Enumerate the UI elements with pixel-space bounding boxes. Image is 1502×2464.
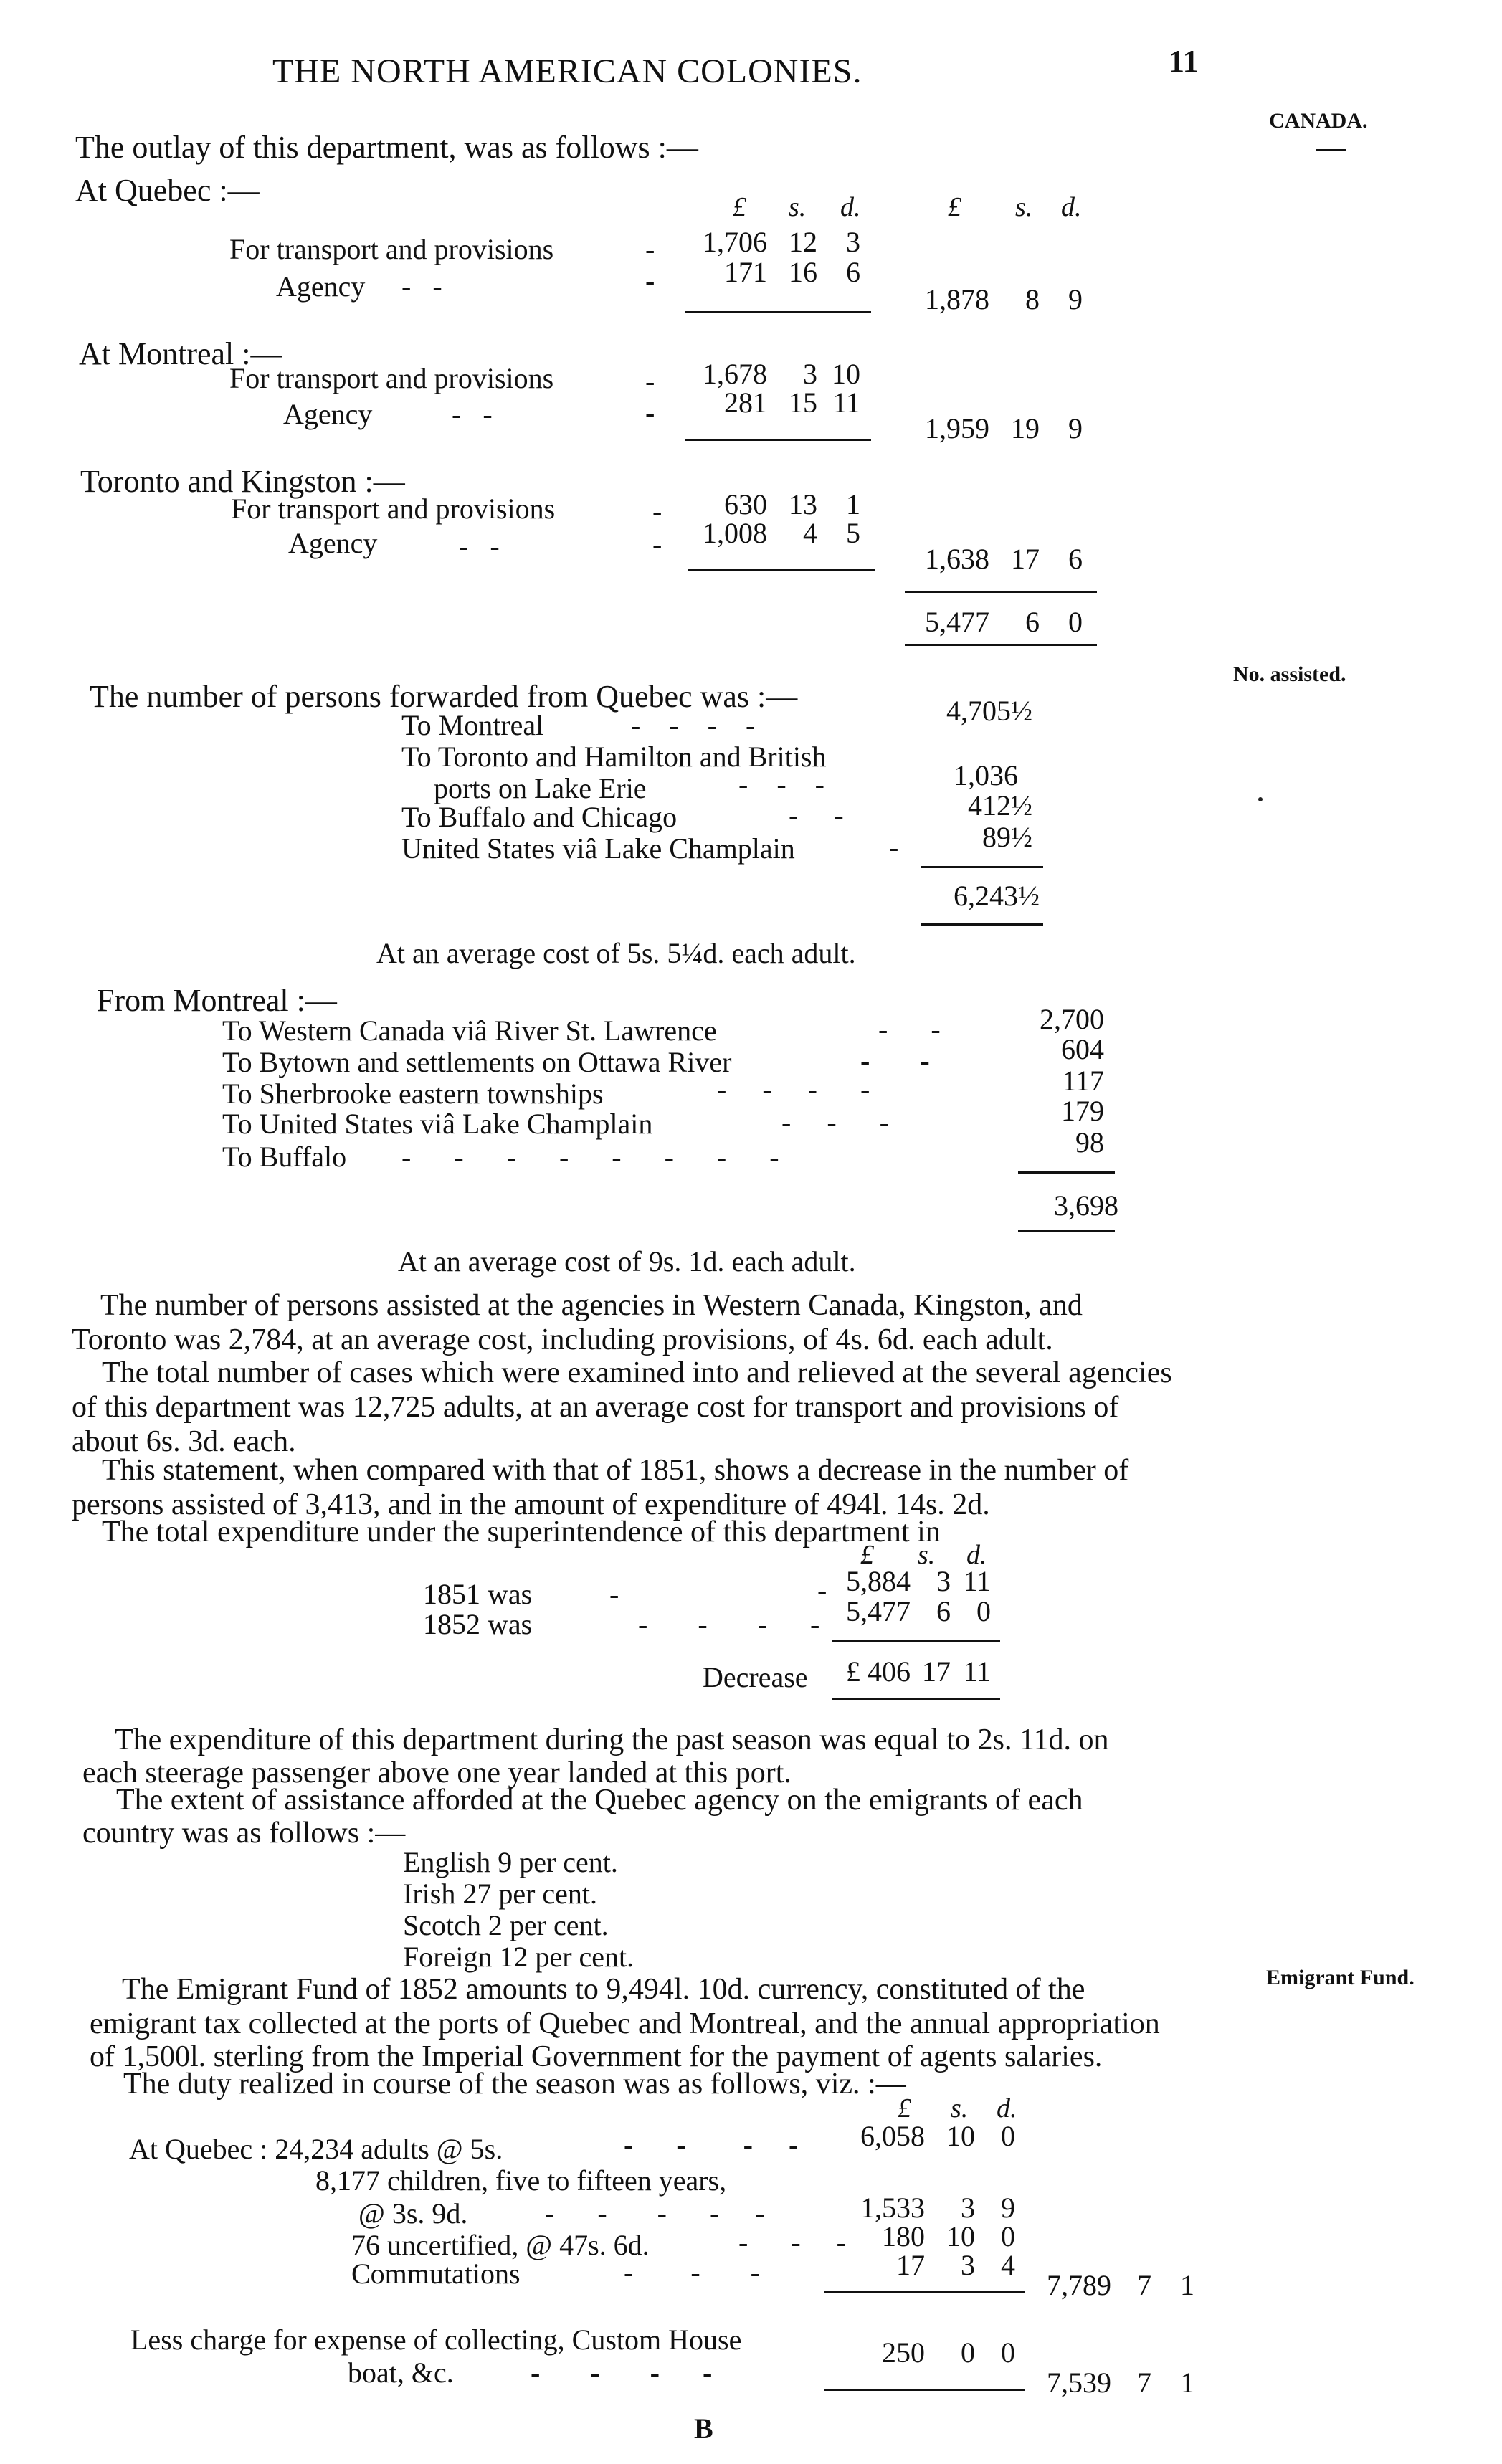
dash: - - - - - xyxy=(545,2197,765,2230)
exp-decrease-pounds: £ 406 xyxy=(846,1655,911,1688)
quebec-transport-label: For transport and provisions xyxy=(229,233,554,265)
montreal-total-pence: 9 xyxy=(1068,412,1083,444)
duty-children-label-a: 8,177 children, five to fifteen years, xyxy=(315,2164,727,2197)
fq-champlain-label: United States viâ Lake Champlain xyxy=(401,832,795,865)
from-montreal-heading: From Montreal :— xyxy=(97,983,337,1018)
col-header-pence: d. xyxy=(840,192,861,222)
toronto-transport-shillings: 13 xyxy=(789,488,817,520)
dash: - xyxy=(609,1578,619,1610)
montreal-transport-label: For transport and provisions xyxy=(229,362,554,394)
para-fund-3: of 1,500l. sterling from the Imperial Government for the payment of agents salaries. xyxy=(90,2040,1103,2073)
exp-1852-label: 1852 was xyxy=(423,1608,533,1640)
country-scotch: Scotch 2 per cent. xyxy=(403,1909,609,1941)
subtotal-rule xyxy=(688,569,875,571)
margin-rule xyxy=(1316,149,1346,151)
fq-toronto-value: 1,036 xyxy=(954,759,1018,791)
country-foreign: Foreign 12 per cent. xyxy=(403,1941,634,1973)
duty-children-pounds: 1,533 xyxy=(860,2192,925,2224)
duty-uncertified-label: 76 uncertified, @ 47s. 6d. xyxy=(351,2229,650,2261)
quebec-transport-pence: 3 xyxy=(846,226,860,258)
toronto-transport-pence: 1 xyxy=(846,488,860,520)
forwarded-intro: The number of persons forwarded from Quebec was :— xyxy=(90,679,798,714)
country-irish: Irish 27 per cent. xyxy=(403,1878,598,1910)
montreal-agency-pounds: 281 xyxy=(724,386,767,419)
col-header-pounds: £ xyxy=(860,1540,874,1570)
total-rule xyxy=(905,591,1097,593)
dash: - xyxy=(645,233,655,265)
col-header-pounds-2: £ xyxy=(948,192,961,222)
fm-average-cost: At an average cost of 9s. 1d. each adult. xyxy=(398,1245,856,1278)
total-rule xyxy=(905,644,1097,646)
fm-buffalo-label: To Buffalo xyxy=(222,1141,347,1173)
fm-champlain-value: 179 xyxy=(1061,1095,1104,1127)
exp-1852-pence: 0 xyxy=(976,1595,991,1627)
dash: - - - - xyxy=(531,2356,713,2389)
total-rule xyxy=(832,1640,1000,1642)
fm-sherbrooke-label: To Sherbrooke eastern townships xyxy=(222,1078,604,1110)
montreal-total-pounds: 1,959 xyxy=(925,412,989,444)
quebec-heading: At Quebec :— xyxy=(75,173,260,208)
duty-total-shillings: 7 xyxy=(1137,2269,1151,2301)
exp-1851-pounds: 5,884 xyxy=(846,1565,911,1597)
fq-total: 6,243½ xyxy=(954,880,1040,912)
duty-commutations-pence: 4 xyxy=(1001,2249,1015,2281)
duty-commutations-pounds: 17 xyxy=(896,2249,925,2281)
toronto-heading: Toronto and Kingston :— xyxy=(80,464,405,499)
para-total-2: of this department was 12,725 adults, at an average cost for transport and provisions of xyxy=(72,1391,1119,1424)
toronto-total-shillings: 17 xyxy=(1011,543,1040,575)
fq-montreal-label: To Montreal xyxy=(401,709,544,741)
fm-buffalo-value: 98 xyxy=(1075,1126,1104,1159)
dash: - - xyxy=(459,530,500,562)
dash: - - - - xyxy=(624,2128,799,2161)
duty-less-label-b: boat, &c. xyxy=(348,2356,454,2389)
duty-children-pence: 9 xyxy=(1001,2192,1015,2224)
total-rule xyxy=(1018,1171,1115,1174)
duty-net-shillings: 7 xyxy=(1137,2367,1151,2399)
toronto-total-pence: 6 xyxy=(1068,543,1083,575)
exp-1852-pounds: 5,477 xyxy=(846,1595,911,1627)
col-header-pence: d. xyxy=(966,1540,987,1570)
toronto-agency-shillings: 4 xyxy=(803,517,817,549)
toronto-agency-label: Agency xyxy=(288,527,378,559)
margin-note-canada: CANADA. xyxy=(1269,109,1368,133)
para-fund-1: The Emigrant Fund of 1852 amounts to 9,494l. 10d. currency, constituted of the xyxy=(122,1973,1085,2006)
col-header-pounds: £ xyxy=(733,192,746,222)
dash: - xyxy=(817,1574,827,1606)
dash: - - - xyxy=(624,2256,760,2288)
dash: - - - - xyxy=(631,709,756,741)
montreal-agency-pence: 11 xyxy=(832,386,860,419)
subtotal-rule xyxy=(685,311,871,313)
montreal-heading: At Montreal :— xyxy=(79,336,282,371)
para-assisted-1: The number of persons assisted at the agencies in Western Canada, Kingston, and xyxy=(100,1289,1083,1322)
fm-champlain-label: To United States viâ Lake Champlain xyxy=(222,1108,653,1140)
quebec-agency-shillings: 16 xyxy=(789,256,817,288)
dash: - - - xyxy=(738,2226,846,2258)
dash: - - xyxy=(860,1045,930,1077)
duty-uncertified-pounds: 180 xyxy=(882,2220,925,2253)
montreal-transport-pounds: 1,678 xyxy=(703,358,767,390)
margin-note-no-assisted: No. assisted. xyxy=(1233,662,1346,686)
total-rule xyxy=(832,1698,1000,1700)
dash: - xyxy=(889,831,899,863)
col-header-pence-2: d. xyxy=(1061,192,1082,222)
fq-buffalo-value: 412½ xyxy=(968,789,1032,822)
dash: - - - - - - - - xyxy=(401,1141,779,1173)
montreal-transport-shillings: 3 xyxy=(803,358,817,390)
duty-less-shillings: 0 xyxy=(961,2336,975,2369)
toronto-transport-pounds: 630 xyxy=(724,488,767,520)
fq-champlain-value: 89½ xyxy=(982,821,1032,853)
duty-children-label-b: @ 3s. 9d. xyxy=(358,2197,468,2230)
col-header-shillings: s. xyxy=(918,1540,936,1570)
quebec-agency-pence: 6 xyxy=(846,256,860,288)
outlay-intro: The outlay of this department, was as follows :— xyxy=(75,130,698,165)
signature-mark: B xyxy=(694,2412,713,2445)
dash: - xyxy=(645,396,655,429)
fm-bytown-label: To Bytown and settlements on Ottawa River xyxy=(222,1046,732,1078)
duty-commutations-shillings: 3 xyxy=(961,2249,975,2281)
para-steerage-2: each steerage passenger above one year landed at this port. xyxy=(82,1756,792,1789)
exp-1851-pence: 11 xyxy=(963,1565,991,1597)
dash: - - - xyxy=(738,768,824,800)
margin-note-emigrant-fund: Emigrant Fund. xyxy=(1266,1966,1415,1989)
duty-commutations-label: Commutations xyxy=(351,2258,521,2290)
fq-montreal-value: 4,705½ xyxy=(946,695,1032,727)
fm-total: 3,698 xyxy=(1054,1189,1118,1222)
toronto-agency-pence: 5 xyxy=(846,517,860,549)
toronto-transport-label: For transport and provisions xyxy=(231,493,556,525)
fq-toronto-label-b: ports on Lake Erie xyxy=(434,772,647,804)
margin-dot xyxy=(1258,797,1263,801)
running-title: THE NORTH AMERICAN COLONIES. xyxy=(272,52,862,90)
dash: - xyxy=(645,365,655,397)
para-expenditure: The total expenditure under the superintendence of this department in xyxy=(102,1516,941,1549)
fm-western-label: To Western Canada viâ River St. Lawrence xyxy=(222,1014,717,1047)
page-number: 11 xyxy=(1169,44,1199,79)
total-rule xyxy=(921,866,1043,868)
fq-average-cost: At an average cost of 5s. 5¼d. each adult. xyxy=(376,937,856,969)
toronto-agency-pounds: 1,008 xyxy=(703,517,767,549)
para-extent-1: The extent of assistance afforded at the Quebec agency on the emigrants of each xyxy=(116,1784,1083,1817)
para-steerage-1: The expenditure of this department during the past season was equal to 2s. 11d. on xyxy=(115,1723,1109,1756)
country-english: English 9 per cent. xyxy=(403,1846,618,1878)
para-statement-1: This statement, when compared with that of 1851, shows a decrease in the number of xyxy=(102,1454,1129,1487)
dash: - - - xyxy=(781,1106,889,1138)
dash: - - - - xyxy=(717,1073,870,1105)
exp-1851-label: 1851 was xyxy=(423,1578,533,1610)
para-total-3: about 6s. 3d. each. xyxy=(72,1425,296,1458)
duty-total-pounds: 7,789 xyxy=(1047,2269,1111,2301)
subtotal-rule xyxy=(824,2291,1025,2293)
fq-toronto-label-a: To Toronto and Hamilton and British xyxy=(401,741,827,773)
para-duty: The duty realized in course of the season was as follows, viz. :— xyxy=(123,2068,906,2101)
montreal-transport-pence: 10 xyxy=(832,358,860,390)
col-header-pence: d. xyxy=(997,2093,1017,2123)
quebec-transport-pounds: 1,706 xyxy=(703,226,767,258)
dash: - - xyxy=(452,398,493,430)
duty-less-pence: 0 xyxy=(1001,2336,1015,2369)
quebec-total-pounds: 1,878 xyxy=(925,283,989,315)
duty-children-shillings: 3 xyxy=(961,2192,975,2224)
dash: - - - - xyxy=(638,1608,820,1640)
fm-bytown-value: 604 xyxy=(1061,1033,1104,1065)
para-assisted-2: Toronto was 2,784, at an average cost, including provisions, of 4s. 6d. each adult. xyxy=(72,1323,1053,1356)
exp-1851-shillings: 3 xyxy=(936,1565,951,1597)
dash: - xyxy=(652,528,662,561)
fq-buffalo-label: To Buffalo and Chicago xyxy=(401,801,678,833)
subtotal-rule xyxy=(824,2389,1025,2391)
col-header-pounds: £ xyxy=(898,2093,911,2123)
duty-net-pounds: 7,539 xyxy=(1047,2367,1111,2399)
quebec-agency-label: Agency xyxy=(276,270,366,303)
dash: - - xyxy=(789,799,844,832)
para-fund-2: emigrant tax collected at the ports of Quebec and Montreal, and the annual appropriation xyxy=(90,2007,1160,2040)
total-rule xyxy=(921,923,1043,926)
outlay-grand-shillings: 6 xyxy=(1025,606,1040,638)
montreal-agency-label: Agency xyxy=(283,398,373,430)
montreal-agency-shillings: 15 xyxy=(789,386,817,419)
duty-adults-pounds: 6,058 xyxy=(860,2120,925,2152)
duty-less-pounds: 250 xyxy=(882,2336,925,2369)
duty-net-pence: 1 xyxy=(1180,2367,1194,2399)
dash: - - xyxy=(878,1013,941,1045)
total-rule xyxy=(1018,1230,1115,1232)
toronto-total-pounds: 1,638 xyxy=(925,543,989,575)
duty-adults-pence: 0 xyxy=(1001,2120,1015,2152)
dash: - - xyxy=(401,270,442,303)
exp-decrease-label: Decrease xyxy=(703,1661,808,1693)
para-statement-2: persons assisted of 3,413, and in the amount of expenditure of 494l. 14s. 2d. xyxy=(72,1488,990,1521)
duty-uncertified-shillings: 10 xyxy=(946,2220,975,2253)
quebec-total-shillings: 8 xyxy=(1025,283,1040,315)
subtotal-rule xyxy=(685,439,871,441)
quebec-total-pence: 9 xyxy=(1068,283,1083,315)
exp-1852-shillings: 6 xyxy=(936,1595,951,1627)
quebec-transport-shillings: 12 xyxy=(789,226,817,258)
outlay-grand-pounds: 5,477 xyxy=(925,606,989,638)
fm-sherbrooke-value: 117 xyxy=(1062,1065,1104,1097)
exp-decrease-pence: 11 xyxy=(963,1655,991,1688)
col-header-shillings-2: s. xyxy=(1015,192,1033,222)
duty-adults-label: At Quebec : 24,234 adults @ 5s. xyxy=(129,2133,503,2165)
duty-uncertified-pence: 0 xyxy=(1001,2220,1015,2253)
montreal-total-shillings: 19 xyxy=(1011,412,1040,444)
col-header-shillings: s. xyxy=(951,2093,969,2123)
para-extent-2: country was as follows :— xyxy=(82,1817,406,1850)
outlay-grand-pence: 0 xyxy=(1068,606,1083,638)
fm-western-value: 2,700 xyxy=(1040,1003,1104,1035)
duty-adults-shillings: 10 xyxy=(946,2120,975,2152)
dash: - xyxy=(652,495,662,528)
duty-less-label-a: Less charge for expense of collecting, Custom House xyxy=(130,2323,742,2356)
duty-total-pence: 1 xyxy=(1180,2269,1194,2301)
exp-decrease-shillings: 17 xyxy=(922,1655,951,1688)
quebec-agency-pounds: 171 xyxy=(724,256,767,288)
dash: - xyxy=(645,265,655,297)
para-total-1: The total number of cases which were examined into and relieved at the several agencies xyxy=(102,1356,1172,1389)
col-header-shillings: s. xyxy=(789,192,807,222)
